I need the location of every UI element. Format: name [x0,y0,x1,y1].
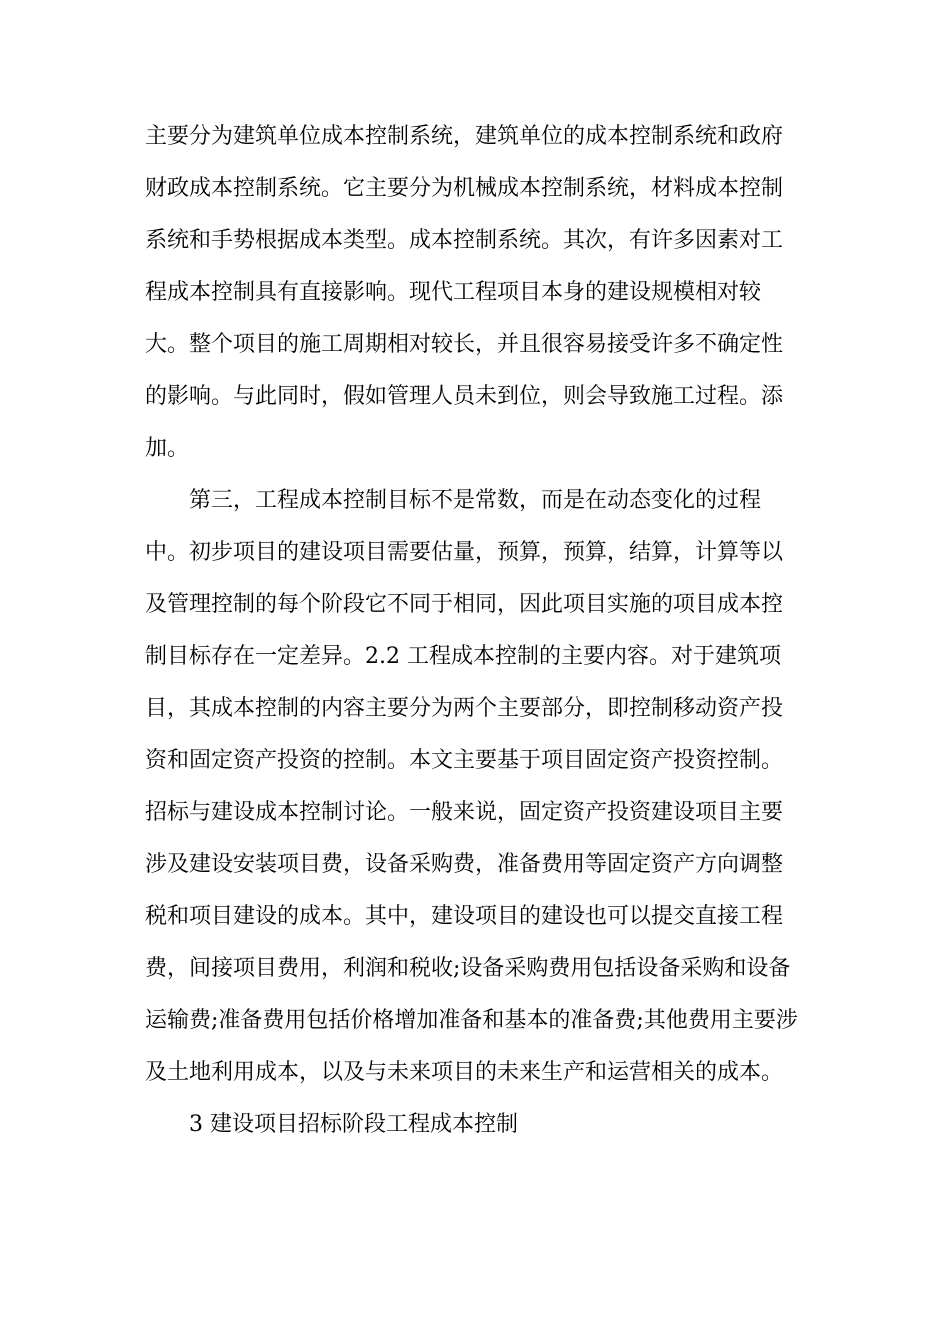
text-line: 及管理控制的每个阶段它不同于相同，因此项目实施的项目成本控 [145,592,784,617]
text-line: 运输费;准备费用包括价格增加准备和基本的准备费;其他费用主要涉 [145,1008,798,1033]
text-line: 目，其成本控制的内容主要分为两个主要部分，即控制移动资产投 [145,696,784,721]
text-line: 资和固定资产投资的控制。本文主要基于项目固定资产投资控制。 [145,748,784,773]
text-line: 系统和手势根据成本类型。成本控制系统。其次，有许多因素对工 [145,228,784,253]
text-line: 中。初步项目的建设项目需要估量，预算，预算，结算，计算等以 [145,540,784,565]
text-line: 招标与建设成本控制讨论。一般来说，固定资产投资建设项目主要 [145,800,784,825]
text-line: 及土地利用成本，以及与未来项目的未来生产和运营相关的成本。 [145,1060,784,1085]
text-line: 大。整个项目的施工周期相对较长，并且很容易接受许多不确定性 [145,332,784,357]
text-line: 主要分为建筑单位成本控制系统，建筑单位的成本控制系统和政府 [145,124,784,149]
text-line: 财政成本控制系统。它主要分为机械成本控制系统，材料成本控制 [145,176,784,201]
text-line: 的影响。与此同时，假如管理人员未到位，则会导致施工过程。添 [145,384,784,409]
text-line: 加。 [145,436,190,461]
text-line: 涉及建设安装项目费，设备采购费，准备费用等固定资产方向调整 [145,852,784,877]
text-line: 费，间接项目费用，利润和税收;设备采购费用包括设备采购和设备 [145,956,791,981]
text-line: 制目标存在一定差异。2.2 工程成本控制的主要内容。对于建筑项 [145,644,781,669]
text-line: 程成本控制具有直接影响。现代工程项目本身的建设规模相对较 [145,280,762,305]
text-line: 3 建设项目招标阶段工程成本控制 [189,1112,518,1137]
text-line: 第三，工程成本控制目标不是常数，而是在动态变化的过程 [189,488,762,513]
text-line: 税和项目建设的成本。其中，建设项目的建设也可以提交直接工程 [145,904,784,929]
